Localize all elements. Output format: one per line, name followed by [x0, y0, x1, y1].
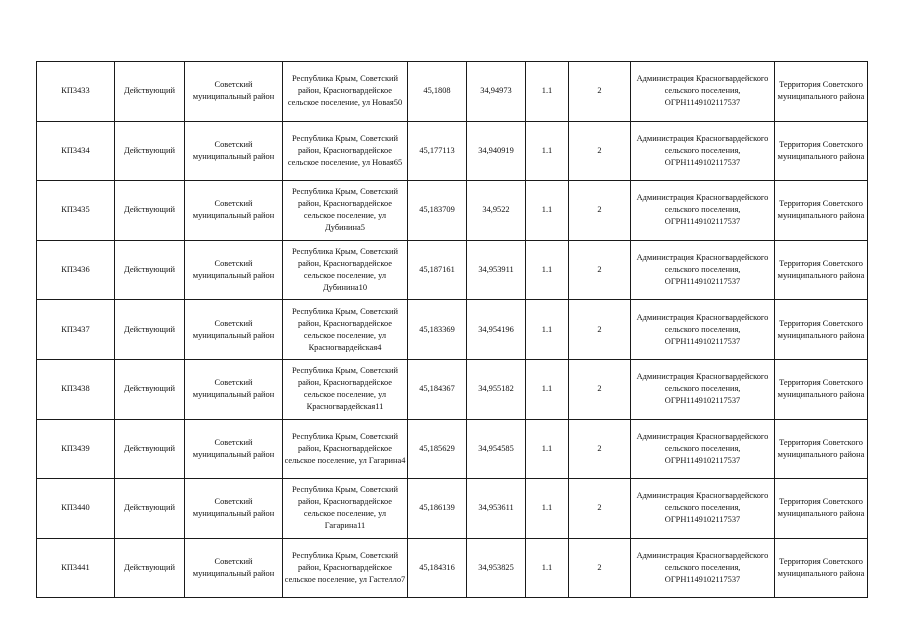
container-count-cell: 2 [569, 359, 631, 419]
owner-cell: Администрация Красногвардейского сельского поселения, ОГРН1149102117537 [631, 181, 775, 241]
point-code-cell: КП3437 [37, 300, 115, 360]
collection-points-table [36, 61, 868, 598]
district-cell: Советский муниципальный район [185, 240, 283, 300]
status-cell: Действующий [115, 538, 185, 598]
point-code-cell: КП3440 [37, 479, 115, 539]
container-count-cell: 2 [569, 300, 631, 360]
longitude-cell: 34,954196 [467, 300, 526, 360]
district-cell: Советский муниципальный район [185, 538, 283, 598]
table-row [37, 181, 868, 241]
status-cell: Действующий [115, 181, 185, 241]
territory-cell: Территория Советского муниципального района [775, 181, 868, 241]
latitude-cell: 45,184367 [408, 359, 467, 419]
latitude-cell: 45,185629 [408, 419, 467, 479]
status-cell: Действующий [115, 240, 185, 300]
table-row [37, 300, 868, 360]
type-cell: 1.1 [526, 121, 569, 181]
type-cell: 1.1 [526, 181, 569, 241]
longitude-cell: 34,953825 [467, 538, 526, 598]
point-code-cell: КП3436 [37, 240, 115, 300]
container-count-cell: 2 [569, 538, 631, 598]
address-cell: Республика Крым, Советский район, Красногвардейское сельское поселение, ул Красногвардейская11 [283, 359, 408, 419]
table-row [37, 359, 868, 419]
territory-cell: Территория Советского муниципального района [775, 359, 868, 419]
owner-cell: Администрация Красногвардейского сельского поселения, ОГРН1149102117537 [631, 359, 775, 419]
status-cell: Действующий [115, 62, 185, 122]
address-cell: Республика Крым, Советский район, Красногвардейское сельское поселение, ул Гагарина4 [283, 419, 408, 479]
owner-cell: Администрация Красногвардейского сельского поселения, ОГРН1149102117537 [631, 419, 775, 479]
type-cell: 1.1 [526, 479, 569, 539]
address-cell: Республика Крым, Советский район, Красногвардейское сельское поселение, ул Новая65 [283, 121, 408, 181]
address-cell: Республика Крым, Советский район, Красногвардейское сельское поселение, ул Гагарина11 [283, 479, 408, 539]
status-cell: Действующий [115, 300, 185, 360]
owner-cell: Администрация Красногвардейского сельского поселения, ОГРН1149102117537 [631, 62, 775, 122]
territory-cell: Территория Советского муниципального района [775, 62, 868, 122]
table-body [37, 62, 868, 598]
territory-cell: Территория Советского муниципального района [775, 300, 868, 360]
owner-cell: Администрация Красногвардейского сельского поселения, ОГРН1149102117537 [631, 121, 775, 181]
table-row [37, 419, 868, 479]
table-row [37, 121, 868, 181]
status-cell: Действующий [115, 359, 185, 419]
owner-cell: Администрация Красногвардейского сельского поселения, ОГРН1149102117537 [631, 300, 775, 360]
status-cell: Действующий [115, 419, 185, 479]
type-cell: 1.1 [526, 359, 569, 419]
table-row [37, 240, 868, 300]
district-cell: Советский муниципальный район [185, 479, 283, 539]
longitude-cell: 34,94973 [467, 62, 526, 122]
type-cell: 1.1 [526, 62, 569, 122]
table-row [37, 538, 868, 598]
territory-cell: Территория Советского муниципального района [775, 121, 868, 181]
owner-cell: Администрация Красногвардейского сельского поселения, ОГРН1149102117537 [631, 538, 775, 598]
table-row [37, 479, 868, 539]
address-cell: Республика Крым, Советский район, Красногвардейское сельское поселение, ул Новая50 [283, 62, 408, 122]
point-code-cell: КП3433 [37, 62, 115, 122]
longitude-cell: 34,953911 [467, 240, 526, 300]
longitude-cell: 34,9522 [467, 181, 526, 241]
type-cell: 1.1 [526, 300, 569, 360]
district-cell: Советский муниципальный район [185, 181, 283, 241]
district-cell: Советский муниципальный район [185, 121, 283, 181]
table-row [37, 62, 868, 122]
district-cell: Советский муниципальный район [185, 62, 283, 122]
longitude-cell: 34,940919 [467, 121, 526, 181]
latitude-cell: 45,177113 [408, 121, 467, 181]
container-count-cell: 2 [569, 181, 631, 241]
latitude-cell: 45,184316 [408, 538, 467, 598]
latitude-cell: 45,186139 [408, 479, 467, 539]
point-code-cell: КП3435 [37, 181, 115, 241]
point-code-cell: КП3439 [37, 419, 115, 479]
district-cell: Советский муниципальный район [185, 359, 283, 419]
longitude-cell: 34,953611 [467, 479, 526, 539]
point-code-cell: КП3441 [37, 538, 115, 598]
container-count-cell: 2 [569, 419, 631, 479]
territory-cell: Территория Советского муниципального района [775, 479, 868, 539]
longitude-cell: 34,954585 [467, 419, 526, 479]
type-cell: 1.1 [526, 240, 569, 300]
latitude-cell: 45,187161 [408, 240, 467, 300]
address-cell: Республика Крым, Советский район, Красногвардейское сельское поселение, ул Красногвардейская4 [283, 300, 408, 360]
status-cell: Действующий [115, 121, 185, 181]
district-cell: Советский муниципальный район [185, 419, 283, 479]
territory-cell: Территория Советского муниципального района [775, 419, 868, 479]
container-count-cell: 2 [569, 479, 631, 539]
latitude-cell: 45,183369 [408, 300, 467, 360]
territory-cell: Территория Советского муниципального района [775, 538, 868, 598]
point-code-cell: КП3434 [37, 121, 115, 181]
container-count-cell: 2 [569, 62, 631, 122]
container-count-cell: 2 [569, 121, 631, 181]
territory-cell: Территория Советского муниципального района [775, 240, 868, 300]
latitude-cell: 45,183709 [408, 181, 467, 241]
longitude-cell: 34,955182 [467, 359, 526, 419]
latitude-cell: 45,1808 [408, 62, 467, 122]
point-code-cell: КП3438 [37, 359, 115, 419]
address-cell: Республика Крым, Советский район, Красногвардейское сельское поселение, ул Дубинина5 [283, 181, 408, 241]
type-cell: 1.1 [526, 538, 569, 598]
district-cell: Советский муниципальный район [185, 300, 283, 360]
container-count-cell: 2 [569, 240, 631, 300]
owner-cell: Администрация Красногвардейского сельского поселения, ОГРН1149102117537 [631, 240, 775, 300]
type-cell: 1.1 [526, 419, 569, 479]
address-cell: Республика Крым, Советский район, Красногвардейское сельское поселение, ул Дубинина10 [283, 240, 408, 300]
owner-cell: Администрация Красногвардейского сельского поселения, ОГРН1149102117537 [631, 479, 775, 539]
address-cell: Республика Крым, Советский район, Красногвардейское сельское поселение, ул Гастелло7 [283, 538, 408, 598]
status-cell: Действующий [115, 479, 185, 539]
